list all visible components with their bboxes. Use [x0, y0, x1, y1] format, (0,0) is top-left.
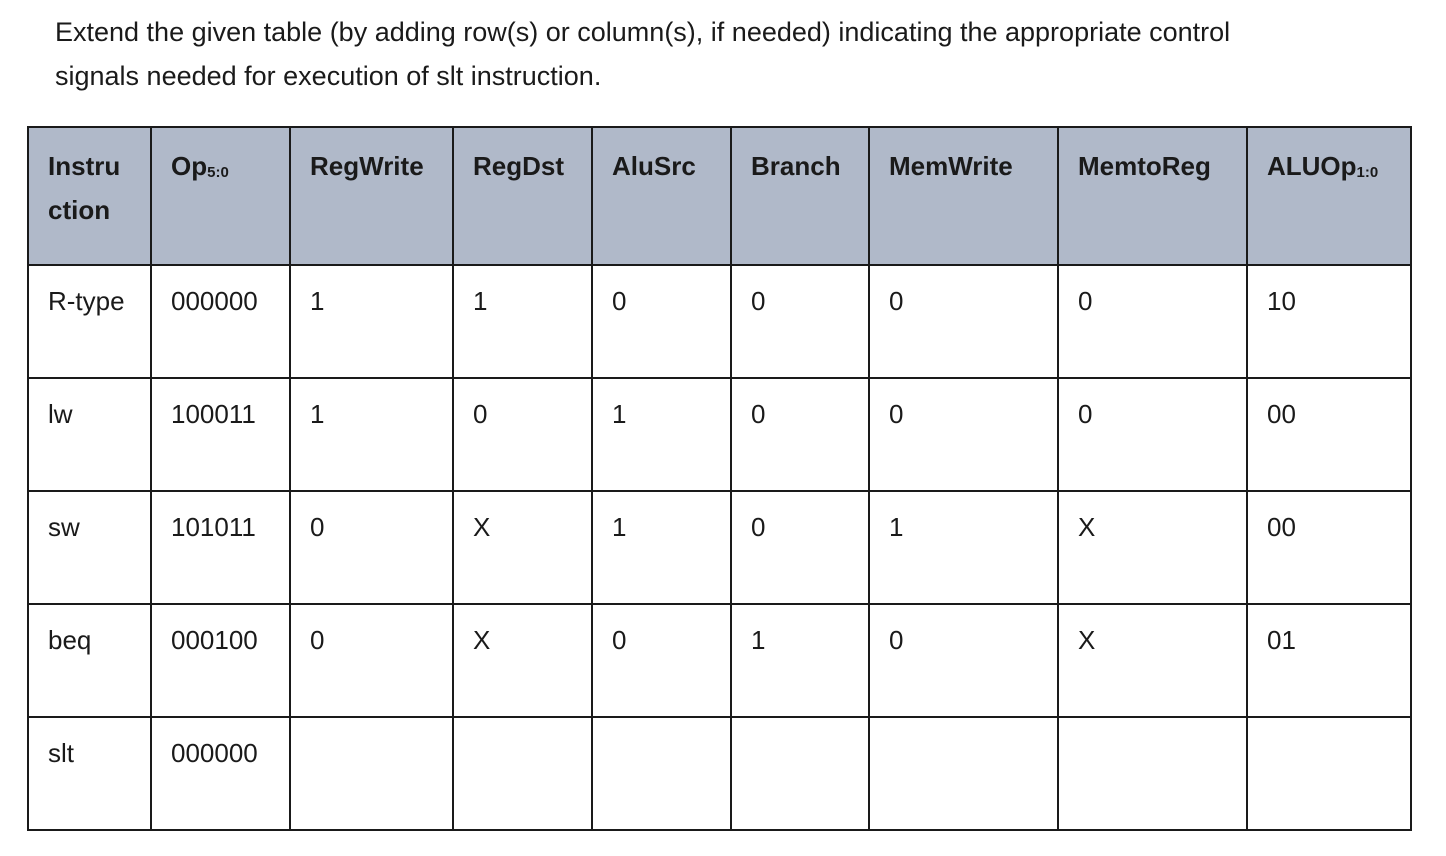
table-cell: 10	[1247, 265, 1411, 378]
table-cell: 00	[1247, 491, 1411, 604]
header-opcode-subscript: 5:0	[207, 164, 229, 181]
table-cell: 000000	[151, 265, 290, 378]
table-cell: 1	[290, 265, 453, 378]
table-cell: 0	[290, 604, 453, 717]
table-cell: 000100	[151, 604, 290, 717]
table-cell: sw	[28, 491, 151, 604]
table-row-rtype	[28, 265, 1411, 378]
header-regdst: RegDst	[453, 127, 592, 265]
table-cell-empty	[731, 717, 869, 830]
table-cell: 0	[1058, 265, 1247, 378]
table-cell: 0	[731, 265, 869, 378]
table-cell: X	[1058, 604, 1247, 717]
table-cell: 0	[869, 378, 1058, 491]
table-cell: 1	[592, 491, 731, 604]
table-cell: 0	[869, 604, 1058, 717]
table-cell-empty	[453, 717, 592, 830]
table-cell: R-type	[28, 265, 151, 378]
table-row-lw	[28, 378, 1411, 491]
table-cell: lw	[28, 378, 151, 491]
table-cell: 0	[453, 378, 592, 491]
table-cell: 0	[869, 265, 1058, 378]
table-cell: 0	[290, 491, 453, 604]
table-cell: 101011	[151, 491, 290, 604]
header-opcode: Op5:0	[151, 127, 290, 265]
table-row-slt	[28, 717, 1411, 830]
table-cell: 0	[731, 378, 869, 491]
table-cell: X	[453, 491, 592, 604]
header-regwrite: RegWrite	[290, 127, 453, 265]
table-cell-empty	[592, 717, 731, 830]
table-cell-empty	[1058, 717, 1247, 830]
table-cell: slt	[28, 717, 151, 830]
table-cell: 0	[731, 491, 869, 604]
table-cell: beq	[28, 604, 151, 717]
table-cell: 1	[453, 265, 592, 378]
table-cell: 00	[1247, 378, 1411, 491]
table-cell: 000000	[151, 717, 290, 830]
header-memtoreg: MemtoReg	[1058, 127, 1247, 265]
prompt-line-2: signals needed for execution of slt instruction.	[55, 61, 602, 91]
control-signals-table	[27, 126, 1412, 831]
table-cell: X	[453, 604, 592, 717]
table-cell-empty	[290, 717, 453, 830]
table-row-sw	[28, 491, 1411, 604]
table-cell-empty	[1247, 717, 1411, 830]
header-memwrite: MemWrite	[869, 127, 1058, 265]
table-cell: 100011	[151, 378, 290, 491]
header-branch: Branch	[731, 127, 869, 265]
table-cell: 1	[869, 491, 1058, 604]
prompt-line-1: Extend the given table (by adding row(s) or column(s), if needed) indicating the appropriate control	[55, 17, 1231, 47]
table-cell: 1	[290, 378, 453, 491]
header-row	[28, 127, 1411, 265]
header-alusrc: AluSrc	[592, 127, 731, 265]
table-row-beq	[28, 604, 1411, 717]
header-aluop: ALUOp1:0	[1247, 127, 1411, 265]
table-cell: 0	[592, 604, 731, 717]
table-cell-empty	[869, 717, 1058, 830]
table-cell: X	[1058, 491, 1247, 604]
table-cell: 1	[592, 378, 731, 491]
table-cell: 0	[592, 265, 731, 378]
header-instruction: Instru ction	[28, 127, 151, 265]
table-cell: 0	[1058, 378, 1247, 491]
question-prompt	[55, 10, 1385, 98]
table-cell: 1	[731, 604, 869, 717]
header-aluop-subscript: 1:0	[1356, 164, 1379, 181]
table-cell: 01	[1247, 604, 1411, 717]
